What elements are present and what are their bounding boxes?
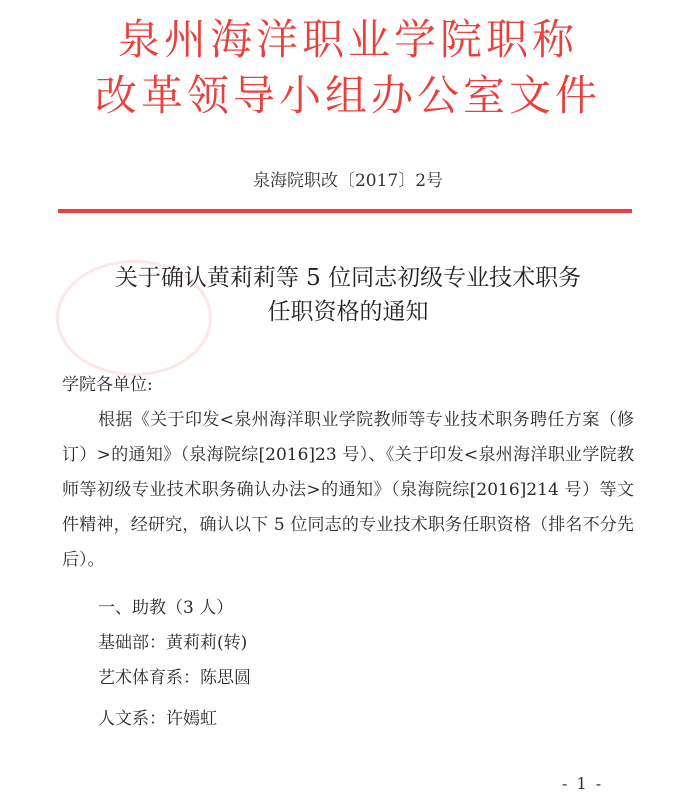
section-heading: 一、助教（3 人） (98, 598, 234, 618)
document-title-line-1: 关于确认黄莉莉等 5 位同志初级专业技术职务 (114, 265, 582, 291)
list-item: 人文系：许嫣虹 (98, 709, 217, 729)
document-title-line-2: 任职资格的通知 (267, 299, 429, 325)
list-item: 基础部：黄莉莉(转) (98, 633, 248, 653)
list-item: 艺术体育系：陈思圆 (98, 668, 251, 688)
issuer-header-line-1: 泉州海洋职业学院职称 (117, 15, 578, 64)
red-divider-line (58, 209, 632, 213)
issuer-header-line-2: 改革领导小组办公室文件 (94, 71, 601, 120)
salutation: 学院各单位: (62, 375, 153, 395)
body-paragraph: 根据《关于印发<泉州海洋职业学院教师等专业技术职务聘任方案（修订）>的通知》（泉海院综[2016]23 号）、《关于印发<泉州海洋职业学院教师等初级专业技术职务确认办法>的通知》（泉海院综[2016]214 号）等文件精神，经研究，确认以下 5 位同志的专业技术职务任职资格（排名不分先后）。 (62, 410, 634, 570)
page-number: - 1 - (562, 774, 604, 793)
document-number: 泉海院职改〔2017〕2号 (252, 171, 444, 191)
